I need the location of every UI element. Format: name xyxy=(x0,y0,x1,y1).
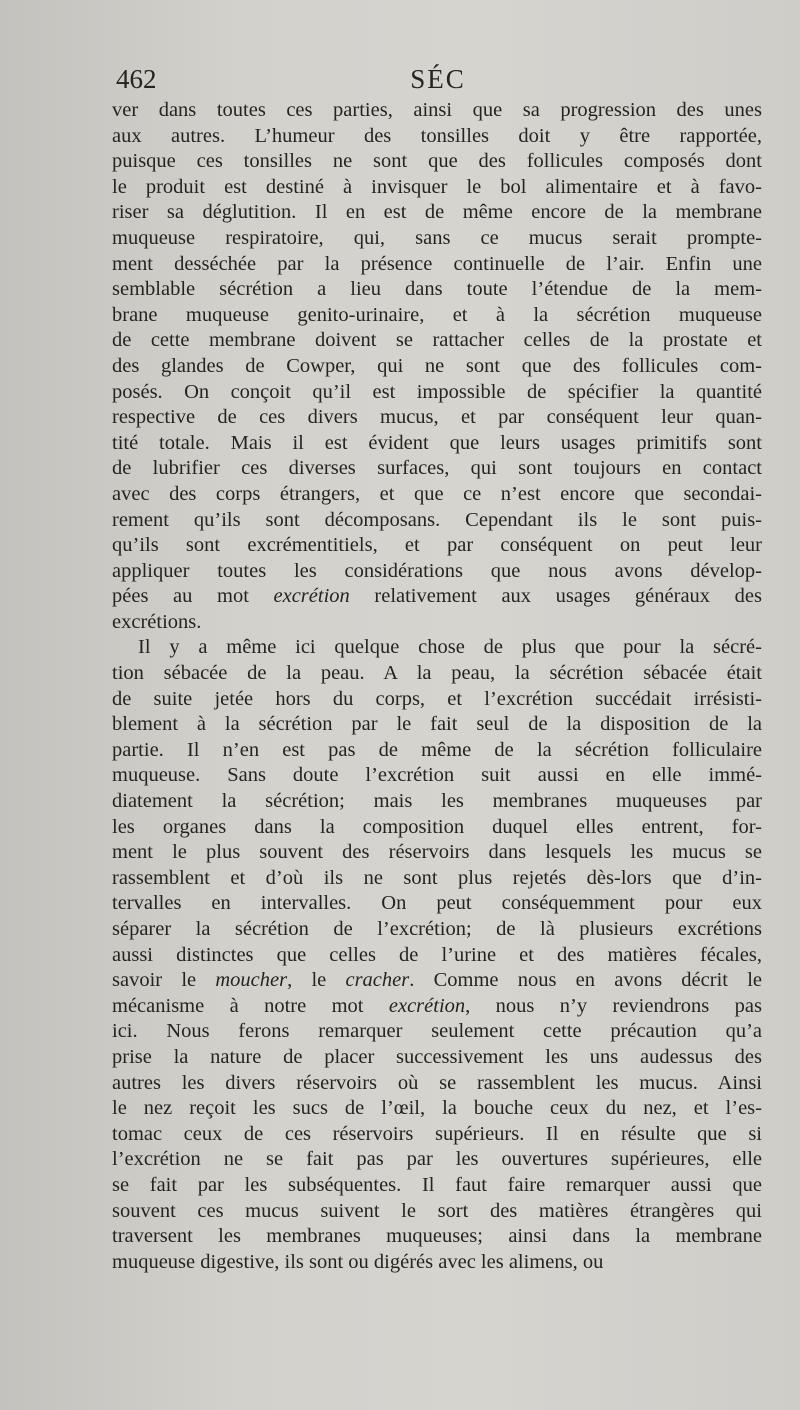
text-line: posés. On conçoit qu’il est impossible de spécifier la quantité xyxy=(112,380,762,403)
text-line: muqueuse digestive, ils sont ou digérés avec les alimens, ou xyxy=(112,1250,604,1273)
text-line: se fait par les subséquentes. Il faut faire remarquer aussi que xyxy=(112,1173,762,1196)
text-line: aux autres. L’humeur des tonsilles doit y être rapportée, xyxy=(112,124,762,147)
text-line: ver dans toutes ces parties, ainsi que sa progression des unes xyxy=(112,99,762,121)
text-line: ment le plus souvent des réservoirs dans lesquels les mucus se xyxy=(112,841,762,864)
text-line: riser sa déglutition. Il en est de même encore de la membrane xyxy=(112,201,762,224)
text-line: diatement la sécrétion; mais les membranes muqueuses par xyxy=(112,790,762,813)
text-line: traversent les membranes muqueuses; ainsi dans la membrane xyxy=(112,1225,762,1248)
running-head: SÉC xyxy=(410,64,466,94)
text-line: de lubrifier ces diverses surfaces, qui sont toujours en contact xyxy=(112,457,762,480)
text-line: de suite jetée hors du corps, et l’excrétion succédait irrésisti- xyxy=(112,687,762,710)
text-line: muqueuse respiratoire, qui, sans ce mucus serait prompte- xyxy=(112,226,762,249)
text-line: tité totale. Mais il est évident que leurs usages primitifs sont xyxy=(112,431,762,454)
text-line: le produit est destiné à invisquer le bol alimentaire et à favo- xyxy=(112,175,762,198)
text-line: ment desséchée par la présence continuelle de l’air. Enfin une xyxy=(112,252,762,275)
text-line: mécanisme à notre mot excrétion, nous n’y reviendrons pas xyxy=(112,994,762,1017)
text-line: séparer la sécrétion de l’excrétion; de là plusieurs excrétions xyxy=(112,918,762,940)
text-line: les organes dans la composition duquel elles entrent, for- xyxy=(112,815,762,838)
text-line: pées au mot excrétion relativement aux usages généraux des xyxy=(112,585,762,608)
text-line: rassemblent et d’où ils ne sont plus rejetés dès-lors que d’in- xyxy=(112,866,762,889)
text-line: tion sébacée de la peau. A la peau, la sécrétion sébacée était xyxy=(112,662,762,685)
text-line: appliquer toutes les considérations que nous avons dévelop- xyxy=(112,559,762,582)
text-line: aussi distinctes que celles de l’urine et des matières fécales, xyxy=(112,943,762,966)
text-line: ici. Nous ferons remarquer seulement cette précaution qu’a xyxy=(112,1020,762,1043)
text-line: respective de ces divers mucus, et par conséquent leur quan- xyxy=(112,406,762,429)
text-line: avec des corps étrangers, et que ce n’est encore que secondai- xyxy=(112,482,762,505)
page-number: 462 xyxy=(116,64,157,94)
body-text xyxy=(112,98,762,1275)
text-line: excrétions. xyxy=(112,610,202,633)
text-line: partie. Il n’en est pas de même de la sécrétion folliculaire xyxy=(112,738,762,761)
text-line: le nez reçoit les sucs de l’œil, la bouche ceux du nez, et l’es- xyxy=(112,1097,762,1120)
page-header xyxy=(116,64,760,94)
text-line: tervalles en intervalles. On peut conséquemment pour eux xyxy=(112,892,762,915)
text-line: puisque ces tonsilles ne sont que des follicules composés dont xyxy=(112,150,762,173)
text-line: semblable sécrétion a lieu dans toute l’étendue de la mem- xyxy=(112,278,762,301)
text-line: brane muqueuse genito-urinaire, et à la sécrétion muqueuse xyxy=(112,303,762,326)
text-line: qu’ils sont excrémentitiels, et par conséquent on peut leur xyxy=(112,534,762,557)
text-line: tomac ceux de ces réservoirs supérieurs. Il en résulte que si xyxy=(112,1122,762,1145)
text-line: de cette membrane doivent se rattacher celles de la prostate et xyxy=(112,329,762,352)
text-line: muqueuse. Sans doute l’excrétion suit aussi en elle immé- xyxy=(112,764,762,787)
text-line: Il y a même ici quelque chose de plus que pour la sécré- xyxy=(138,636,762,659)
text-line: souvent ces mucus suivent le sort des matières étrangères qui xyxy=(112,1199,762,1222)
text-line: prise la nature de placer successivement les uns audessus des xyxy=(112,1045,762,1068)
text-line: des glandes de Cowper, qui ne sont que des follicules com- xyxy=(112,354,762,377)
text-line: blement à la sécrétion par le fait seul de la disposition de la xyxy=(112,713,762,736)
text-line: savoir le moucher, le cracher. Comme nous en avons décrit le xyxy=(112,969,762,992)
text-line: rement qu’ils sont décomposans. Cependant ils le sont puis- xyxy=(112,508,762,531)
text-line: autres les divers réservoirs où se rassemblent les mucus. Ainsi xyxy=(112,1071,762,1094)
text-line: l’excrétion ne se fait pas par les ouvertures supérieures, elle xyxy=(112,1148,762,1171)
